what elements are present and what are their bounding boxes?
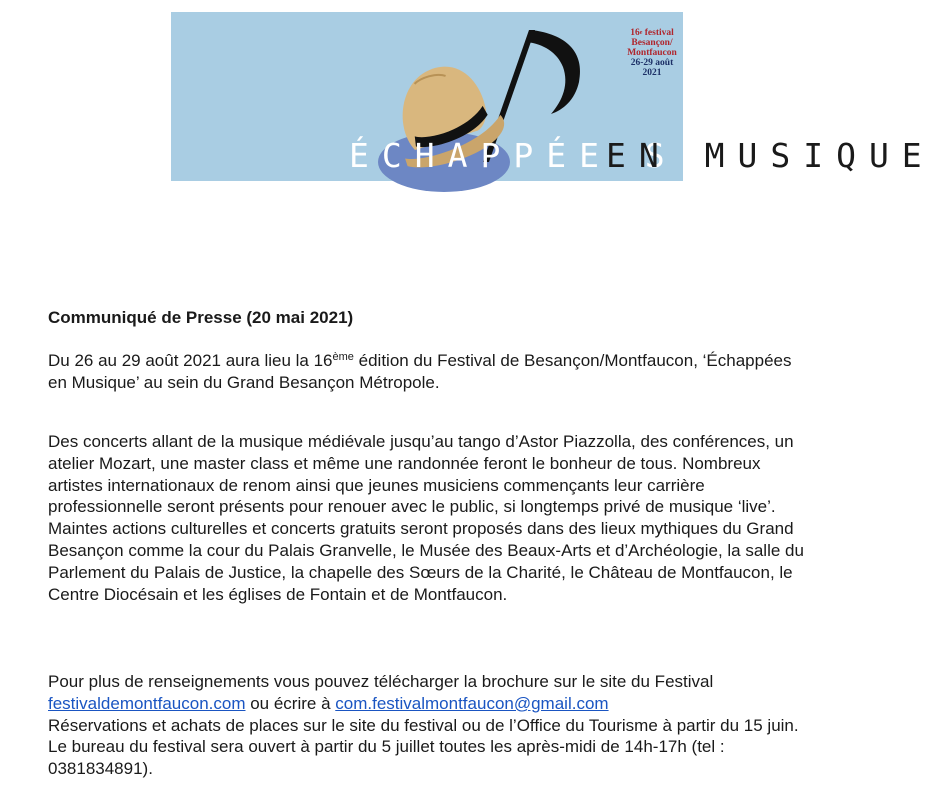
festival-number-suffix: e [639, 30, 643, 36]
city-line-2: Montfaucon [627, 48, 677, 58]
contact-email-link[interactable]: com.festivalmontfaucon@gmail.com [335, 693, 609, 713]
info-intro: Pour plus de renseignements vous pouvez télécharger la brochure sur le site du Festival [48, 672, 714, 691]
booking-info: Réservations et achats de places sur le site du festival ou de l’Office du Tourisme à partir du 15 juin. Le bureau du festival sera ouvert à partir du 5 juillet toutes les après-midi de 14h-17h (tel : 0381834891). [48, 715, 799, 779]
paragraph-info [48, 671, 808, 780]
festival-info [607, 28, 697, 78]
paragraph-edition [48, 350, 808, 394]
festival-edition [607, 28, 697, 38]
info-or: ou écrire à [245, 693, 336, 713]
dates-line-1: 26-29 août [630, 58, 674, 68]
paragraph-program: Des concerts allant de la musique médiévale jusqu’au tango d’Astor Piazzolla, des conférences, un atelier Mozart, une master class et même une randonnée feront le bonheur de tous. Nombreux artistes internationaux de renom ainsi que jeunes musiciens commençants leur carrière professionnelle seront présents pour renouer avec le public, si longtemps privé de musique ‘live’. Maintes actions culturelles et concerts gratuits seront proposés dans des lieux mythiques du Grand Besançon comme la cour du Palais Granvelle, le Musée des Beaux-Arts et d’Archéologie, la salle du Parlement du Palais de Justice, la chapelle des Sœurs de la Charité, le Château de Montfaucon, le Centre Diocésain et les églises de Fontain et de Montfaucon. [48, 432, 804, 604]
headline-right: EN MUSIQUE [606, 136, 935, 175]
festival-word: festival [644, 28, 674, 38]
festival-banner [171, 12, 935, 181]
headline-left: ÉCHAPPÉE S [349, 136, 678, 175]
city-line-1: Besançon/ [631, 38, 673, 48]
ordinal-suffix: ème [332, 351, 354, 363]
festival-website-link[interactable]: festivaldemontfaucon.com [48, 693, 246, 713]
festival-number: 16 [630, 28, 640, 38]
press-title: Communiqué de Presse (20 mai 2021) [48, 308, 354, 327]
music-note-flag [527, 30, 580, 114]
dates-line-2: 2021 [642, 68, 662, 78]
paragraph-edition-start: Du 26 au 29 août 2021 aura lieu la 16 [48, 351, 333, 370]
paragraph-edition-end: édition du Festival de Besançon/Montfaucon, ‘Échappées en Musique’ au sein du Grand Besançon Métropole. [48, 351, 792, 392]
